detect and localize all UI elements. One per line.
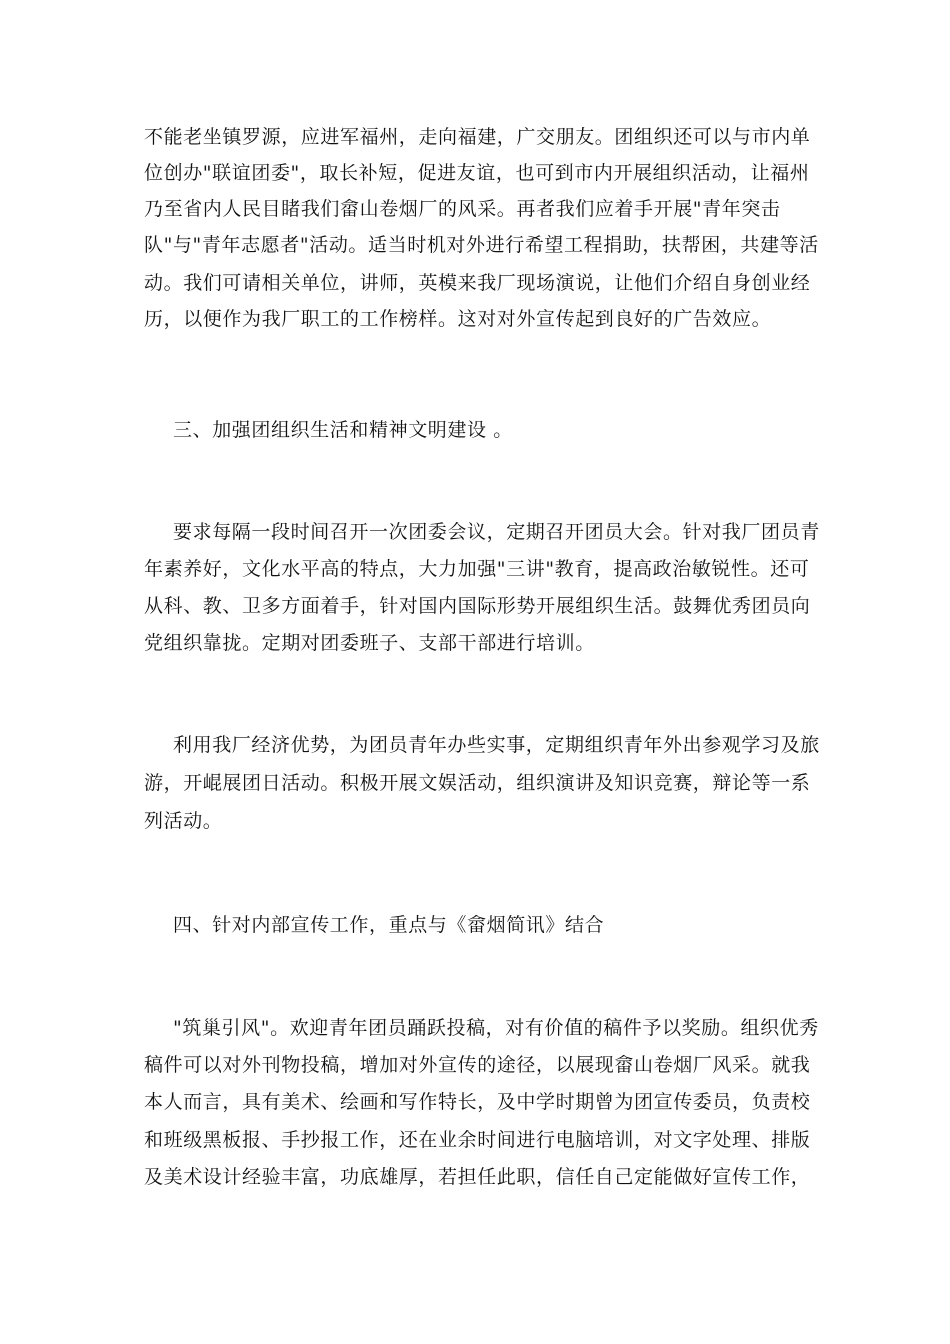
paragraph-1-line-6: 历，以便作为我厂职工的工作榜样。这对对外宣传起到良好的广告效应。 xyxy=(144,308,772,330)
paragraph-4-line-2: 稿件可以对外刊物投稿，增加对外宣传的途径，以展现畲山卷烟厂风采。就我 xyxy=(144,1054,811,1076)
paragraph-4-line-5: 及美术设计经验丰富，功底雄厚，若担任此职，信任自己定能做好宣传工作， xyxy=(144,1166,811,1188)
paragraph-4-line-1: "筑巢引风"。欢迎青年团员踊跃投稿，对有价值的稿件予以奖励。组织优秀 xyxy=(173,1017,819,1039)
paragraph-4-line-4: 和班级黑板报、手抄报工作，还在业余时间进行电脑培训，对文字处理、排版 xyxy=(144,1129,811,1151)
paragraph-1-line-4: 队"与"青年志愿者"活动。适当时机对外进行希望工程捐助，扶帮困，共建等活 xyxy=(144,234,819,256)
section-heading-3: 三、加强团组织生活和精神文明建设 。 xyxy=(173,419,513,441)
paragraph-2-line-3: 从科、教、卫多方面着手，针对国内国际形势开展组织生活。鼓舞优秀团员向 xyxy=(144,595,811,617)
section-heading-4: 四、针对内部宣传工作，重点与《畲烟简讯》结合 xyxy=(173,914,605,936)
paragraph-1-line-3: 乃至省内人民目睹我们畲山卷烟厂的风采。再者我们应着手开展"青年突击 xyxy=(144,198,781,220)
paragraph-2-line-2: 年素养好，文化水平高的特点，大力加强"三讲"教育，提高政治敏锐性。还可 xyxy=(144,558,810,580)
paragraph-3-line-1: 利用我厂经济优势，为团员青年办些实事，定期组织青年外出参观学习及旅 xyxy=(173,734,820,756)
paragraph-2-line-4: 党组织靠拢。定期对团委班子、支部干部进行培训。 xyxy=(144,632,595,654)
paragraph-1-line-5: 动。我们可请相关单位，讲师，英模来我厂现场演说，让他们介绍自身创业经 xyxy=(144,272,811,294)
paragraph-2-line-1: 要求每隔一段时间召开一次团委会议，定期召开团员大会。针对我厂团员青 xyxy=(173,521,820,543)
paragraph-3-line-3: 列活动。 xyxy=(144,810,223,832)
paragraph-1-line-2: 位创办"联谊团委"，取长补短，促进友谊，也可到市内开展组织活动，让福州 xyxy=(144,162,810,184)
paragraph-1-line-1: 不能老坐镇罗源，应进军福州，走向福建，广交朋友。团组织还可以与市内单 xyxy=(144,126,811,148)
paragraph-4-line-3: 本人而言，具有美术、绘画和写作特长，及中学时期曾为团宣传委员，负责校 xyxy=(144,1091,811,1113)
paragraph-3-line-2: 游，开崐展团日活动。积极开展文娱活动，组织演讲及知识竞赛，辩论等一系 xyxy=(144,772,811,794)
